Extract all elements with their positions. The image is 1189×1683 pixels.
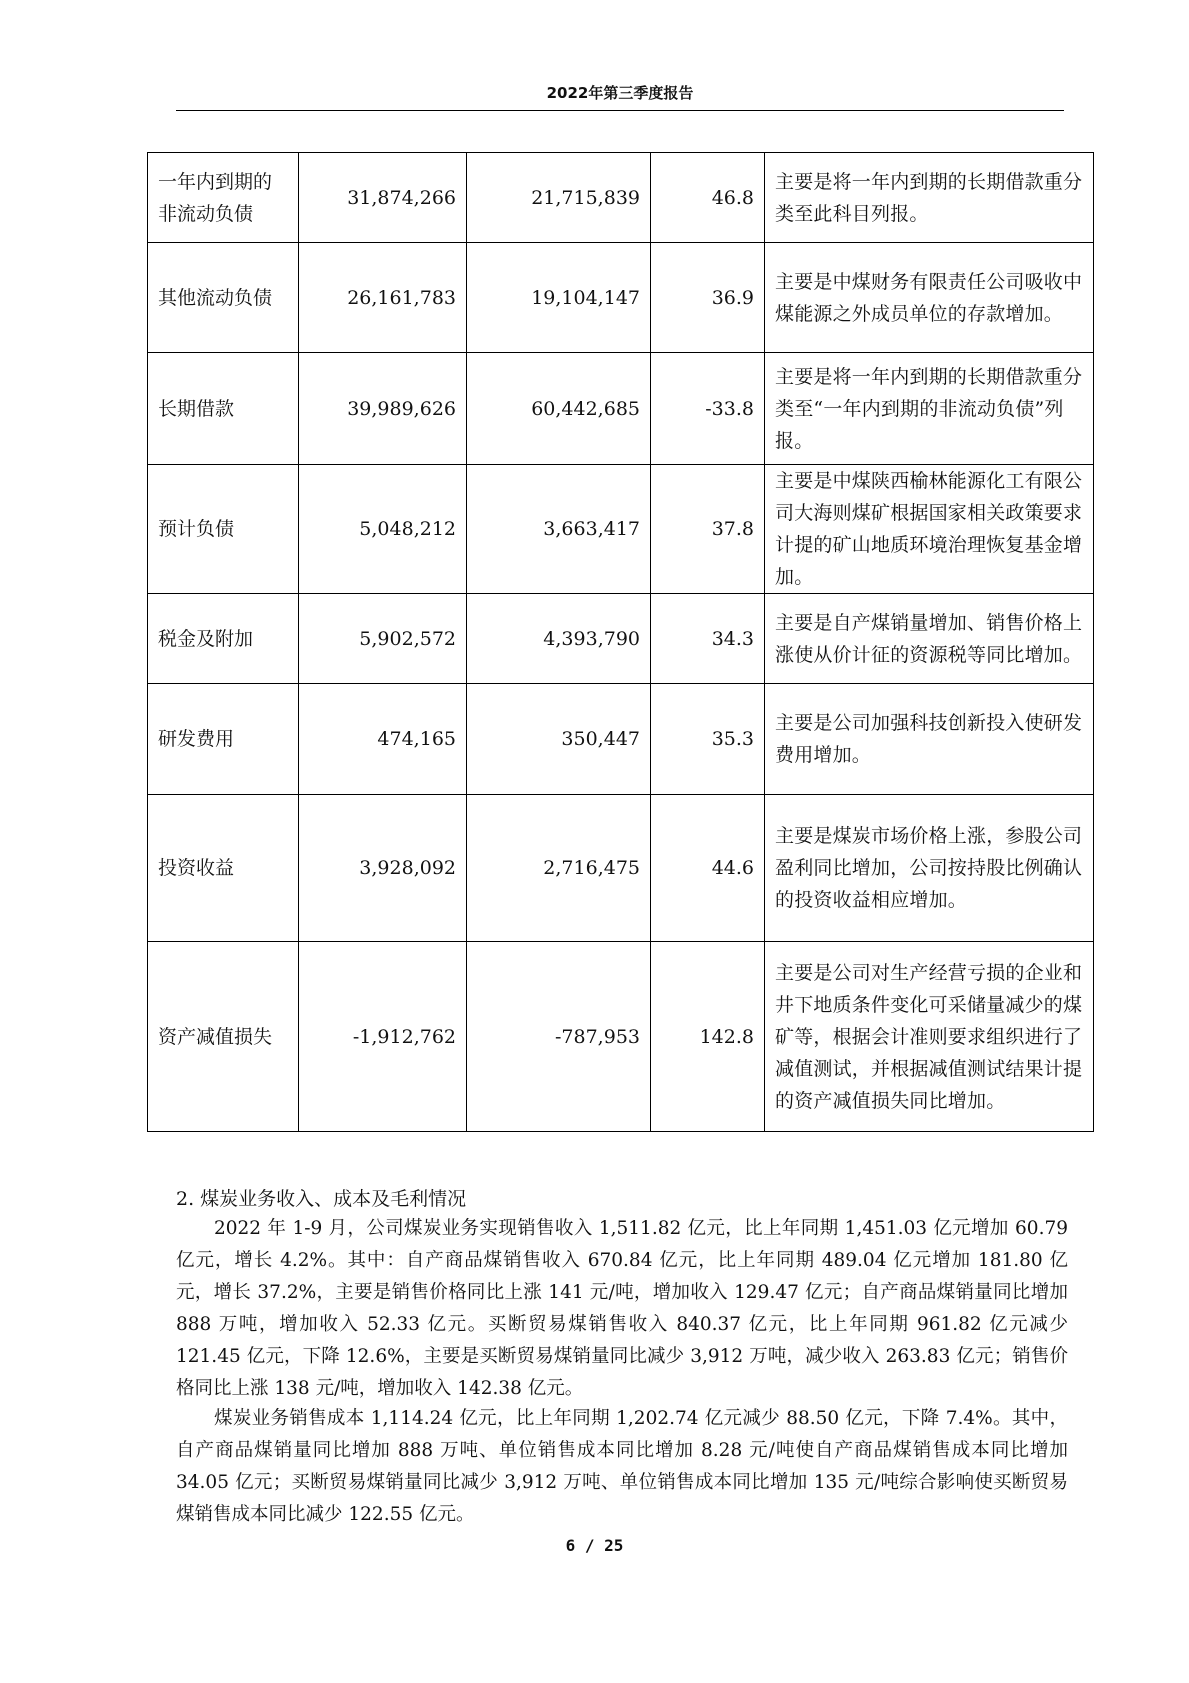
row-current-value: 5,048,212 [299, 465, 467, 594]
row-current-value: 3,928,092 [299, 795, 467, 942]
row-previous-value: 2,716,475 [467, 795, 651, 942]
row-previous-value: 3,663,417 [467, 465, 651, 594]
table-row [148, 243, 1094, 353]
row-reason: 主要是公司加强科技创新投入使研发费用增加。 [765, 684, 1094, 795]
table-row [148, 594, 1094, 684]
table-row [148, 465, 1094, 594]
row-item-name: 研发费用 [148, 684, 299, 795]
row-reason: 主要是自产煤销量增加、销售价格上涨使从价计征的资源税等同比增加。 [765, 594, 1094, 684]
row-reason: 主要是煤炭市场价格上涨，参股公司盈利同比增加，公司按持股比例确认的投资收益相应增加。 [765, 795, 1094, 942]
row-reason: 主要是中煤财务有限责任公司吸收中煤能源之外成员单位的存款增加。 [765, 243, 1094, 353]
row-reason: 主要是中煤陕西榆林能源化工有限公司大海则煤矿根据国家相关政策要求计提的矿山地质环境治理恢复基金增加。 [765, 465, 1094, 594]
page-number: 6 / 25 [565, 1536, 624, 1555]
row-item-name: 一年内到期的非流动负债 [148, 153, 299, 243]
header-divider [176, 110, 1064, 111]
row-item-name: 预计负债 [148, 465, 299, 594]
table-row [148, 684, 1094, 795]
row-current-value: -1,912,762 [299, 942, 467, 1132]
table-row [148, 942, 1094, 1132]
row-previous-value: -787,953 [467, 942, 651, 1132]
row-change-percent: 34.3 [651, 594, 765, 684]
section-heading: 2. 煤炭业务收入、成本及毛利情况 [176, 1188, 467, 1210]
row-previous-value: 21,715,839 [467, 153, 651, 243]
row-current-value: 39,989,626 [299, 353, 467, 465]
row-change-percent: 36.9 [651, 243, 765, 353]
financial-changes-table [147, 152, 1094, 1132]
row-item-name: 长期借款 [148, 353, 299, 465]
revenue-paragraph: 2022 年 1-9 月，公司煤炭业务实现销售收入 1,511.82 亿元，比上年同期 1,451.03 亿元增加 60.79 亿元，增长 4.2%。其中：自产商品煤销售收入 670.84 亿元，比上年同期 489.04 亿元增加 181.80 亿元，增长 37.2%，主要是销售价格同比上涨 141 元/吨，增加收入 129.47 亿元；自产商品煤销量同比增加 888 万吨，增加收入 52.33 亿元。买断贸易煤销售收入 840.37 亿元，比上年同期 961.82 亿元减少 121.45 亿元，下降 12.6%，主要是买断贸易煤销量同比减少 3,912 万吨，减少收入 263.83 亿元；销售价格同比上涨 138 元/吨，增加收入 142.38 亿元。 [176, 1218, 1068, 1399]
row-item-name: 其他流动负债 [148, 243, 299, 353]
table-row [148, 795, 1094, 942]
row-change-percent: 44.6 [651, 795, 765, 942]
row-item-name: 投资收益 [148, 795, 299, 942]
row-previous-value: 4,393,790 [467, 594, 651, 684]
row-change-percent: 142.8 [651, 942, 765, 1132]
row-current-value: 5,902,572 [299, 594, 467, 684]
row-current-value: 26,161,783 [299, 243, 467, 353]
row-current-value: 31,874,266 [299, 153, 467, 243]
row-reason: 主要是将一年内到期的长期借款重分类至此科目列报。 [765, 153, 1094, 243]
cost-paragraph: 煤炭业务销售成本 1,114.24 亿元，比上年同期 1,202.74 亿元减少 88.50 亿元，下降 7.4%。其中，自产商品煤销量同比增加 888 万吨、单位销售成本同比增加 8.28 元/吨使自产商品煤销售成本同比增加 34.05 亿元；买断贸易煤销量同比减少 3,912 万吨、单位销售成本同比增加 135 元/吨综合影响使买断贸易煤销售成本同比减少 122.55 亿元。 [176, 1408, 1068, 1525]
table-row [148, 353, 1094, 465]
row-change-percent: 46.8 [651, 153, 765, 243]
row-reason: 主要是公司对生产经营亏损的企业和井下地质条件变化可采储量减少的煤矿等，根据会计准则要求组织进行了减值测试，并根据减值测试结果计提的资产减值损失同比增加。 [765, 942, 1094, 1132]
row-reason: 主要是将一年内到期的长期借款重分类至“一年内到期的非流动负债”列报。 [765, 353, 1094, 465]
row-current-value: 474,165 [299, 684, 467, 795]
row-item-name: 资产减值损失 [148, 942, 299, 1132]
row-previous-value: 60,442,685 [467, 353, 651, 465]
row-change-percent: 35.3 [651, 684, 765, 795]
row-item-name: 税金及附加 [148, 594, 299, 684]
row-previous-value: 350,447 [467, 684, 651, 795]
row-change-percent: 37.8 [651, 465, 765, 594]
report-header-title: 2022年第三季度报告 [546, 84, 694, 102]
table-row [148, 153, 1094, 243]
row-previous-value: 19,104,147 [467, 243, 651, 353]
row-change-percent: -33.8 [651, 353, 765, 465]
